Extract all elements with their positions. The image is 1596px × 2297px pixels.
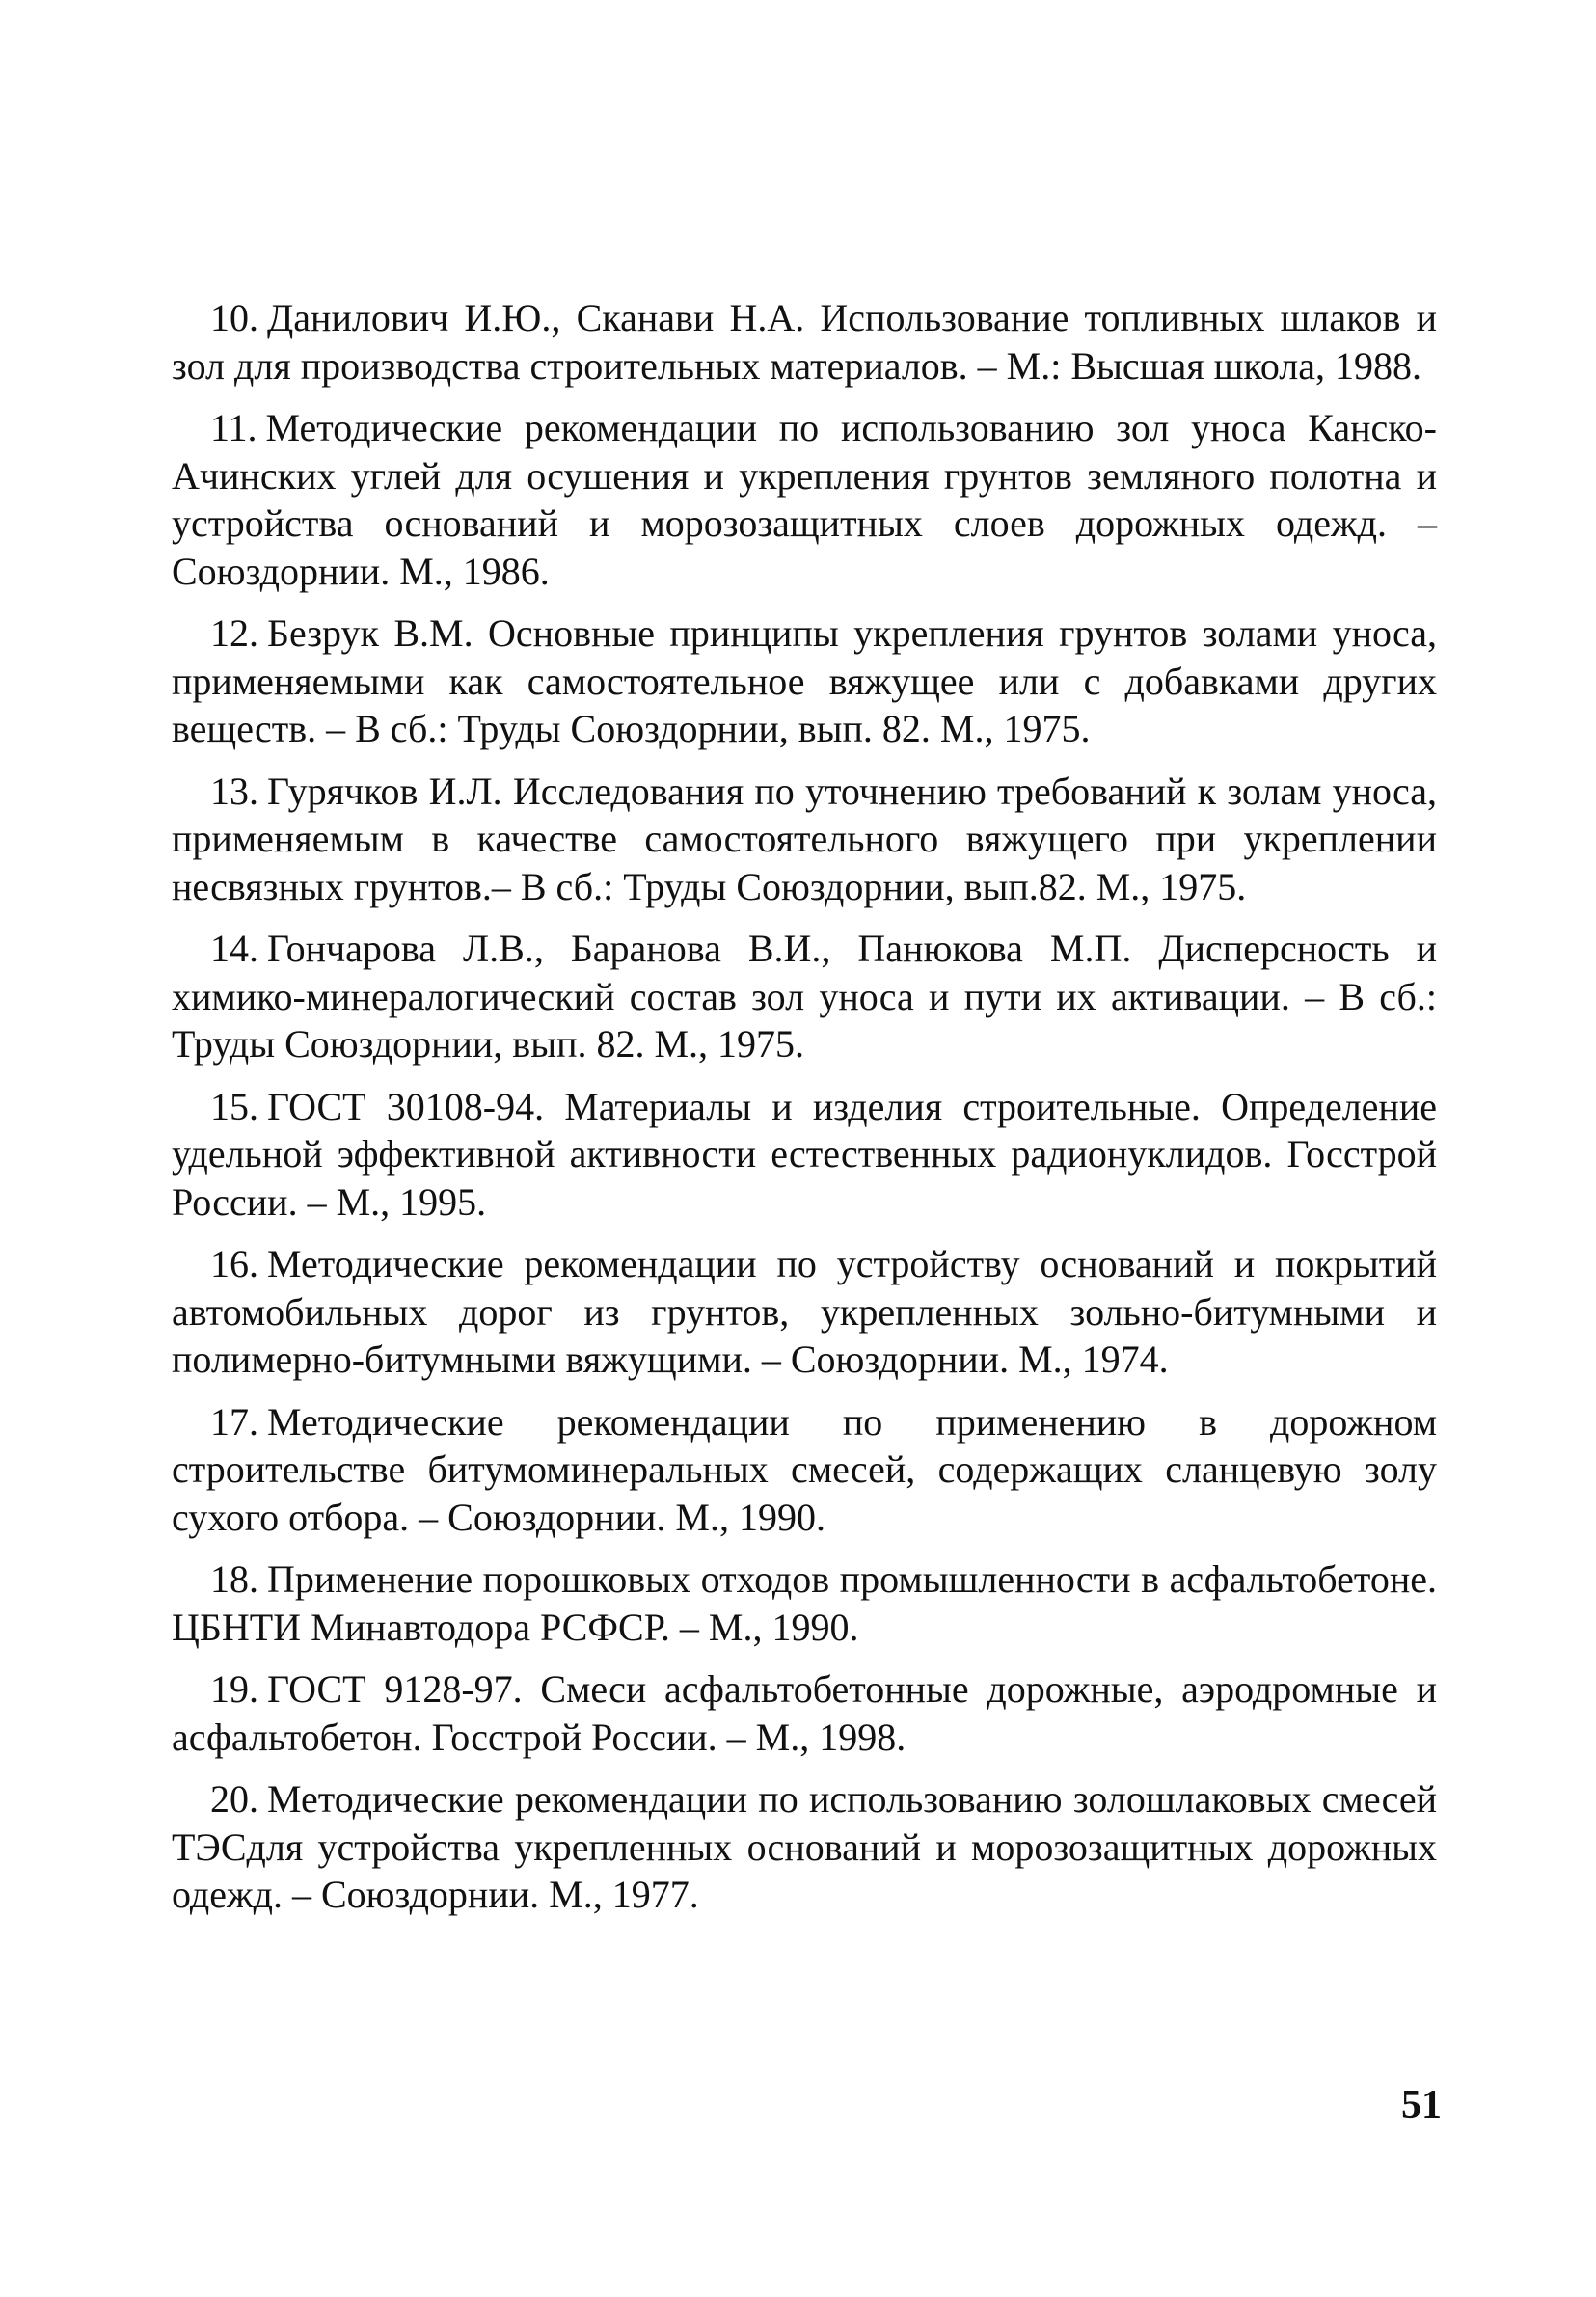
reference-text: Методические рекомендации по применению в дорожном строительстве битумоминеральных смесей, содержащих сланцевую золу сухого отбора. – Союздорнии. М., 1990. [172, 1399, 1437, 1539]
reference-item [172, 609, 1437, 753]
reference-number: 16. [210, 1242, 258, 1285]
reference-text: Данилович И.Ю., Сканави Н.А. Использование топливных шлаков и зол для производства строительных материалов. – М.: Высшая школа, 1988. [172, 296, 1437, 388]
reference-text: Безрук В.М. Основные принципы укрепления грунтов золами уноса, применяемыми как самостоятельное вяжущее или с добавками других веществ. – В сб.: Труды Союздорнии, вып. 82. М., 1975. [172, 611, 1437, 750]
reference-text: ГОСТ 30108-94. Материалы и изделия строительные. Определение удельной эффективной активности естественных радионуклидов. Госстрой России. – М., 1995. [172, 1084, 1437, 1224]
reference-item [172, 1665, 1437, 1761]
page-number: 51 [1401, 2083, 1442, 2127]
reference-text: Гончарова Л.В., Баранова В.И., Панюкова М.П. Дисперсность и химико-минералогический состав зол уноса и пути их активации. – В сб.: Труды Союздорнии, вып. 82. М., 1975. [172, 927, 1437, 1066]
reference-text: ГОСТ 9128-97. Смеси асфальтобетонные дорожные, аэродромные и асфальтобетон. Госстрой России. – М., 1998. [172, 1667, 1437, 1759]
reference-text: Применение порошковых отходов промышленности в асфальтобетоне. ЦБНТИ Минавтодора РСФСР. – М., 1990. [172, 1557, 1437, 1649]
reference-item [172, 1083, 1437, 1227]
reference-item [172, 1555, 1437, 1651]
reference-number: 10. [210, 296, 258, 339]
reference-number: 13. [210, 769, 258, 813]
reference-number: 15. [210, 1084, 258, 1128]
reference-number: 18. [210, 1557, 258, 1601]
reference-number: 17. [210, 1399, 258, 1444]
reference-text: Методические рекомендации по устройству оснований и покрытий автомобильных дорог из грунтов, укрепленных зольно-битумными и полимерно-битумными вяжущими. – Союздорнии. М., 1974. [172, 1242, 1437, 1381]
reference-list [172, 294, 1437, 1933]
reference-number: 14. [210, 927, 258, 970]
reference-number: 12. [210, 611, 258, 655]
reference-item [172, 1775, 1437, 1919]
reference-number: 11. [210, 406, 257, 449]
reference-item [172, 404, 1437, 595]
reference-item [172, 768, 1437, 911]
reference-text: Гурячков И.Л. Исследования по уточнению требований к золам уноса, применяемым в качестве самостоятельного вяжущего при укреплении несвязных грунтов.– В сб.: Труды Союздорнии, вып.82. М., 1975. [172, 769, 1437, 908]
reference-item [172, 1398, 1437, 1542]
reference-number: 20. [210, 1777, 258, 1821]
reference-item [172, 925, 1437, 1068]
reference-text: Методические рекомендации по использованию золошлаковых смесей ТЭСдля устройства укрепленных оснований и морозозащитных дорожных одежд. – Союздорнии. М., 1977. [172, 1777, 1437, 1916]
reference-item [172, 294, 1437, 390]
reference-item [172, 1240, 1437, 1384]
reference-number: 19. [210, 1667, 258, 1711]
reference-text: Методические рекомендации по использованию зол уноса Канско-Ачинских углей для осушения и укрепления грунтов земляного полотна и устройства оснований и морозозащитных слоев дорожных одежд. – Союздорнии. М., 1986. [172, 406, 1437, 593]
